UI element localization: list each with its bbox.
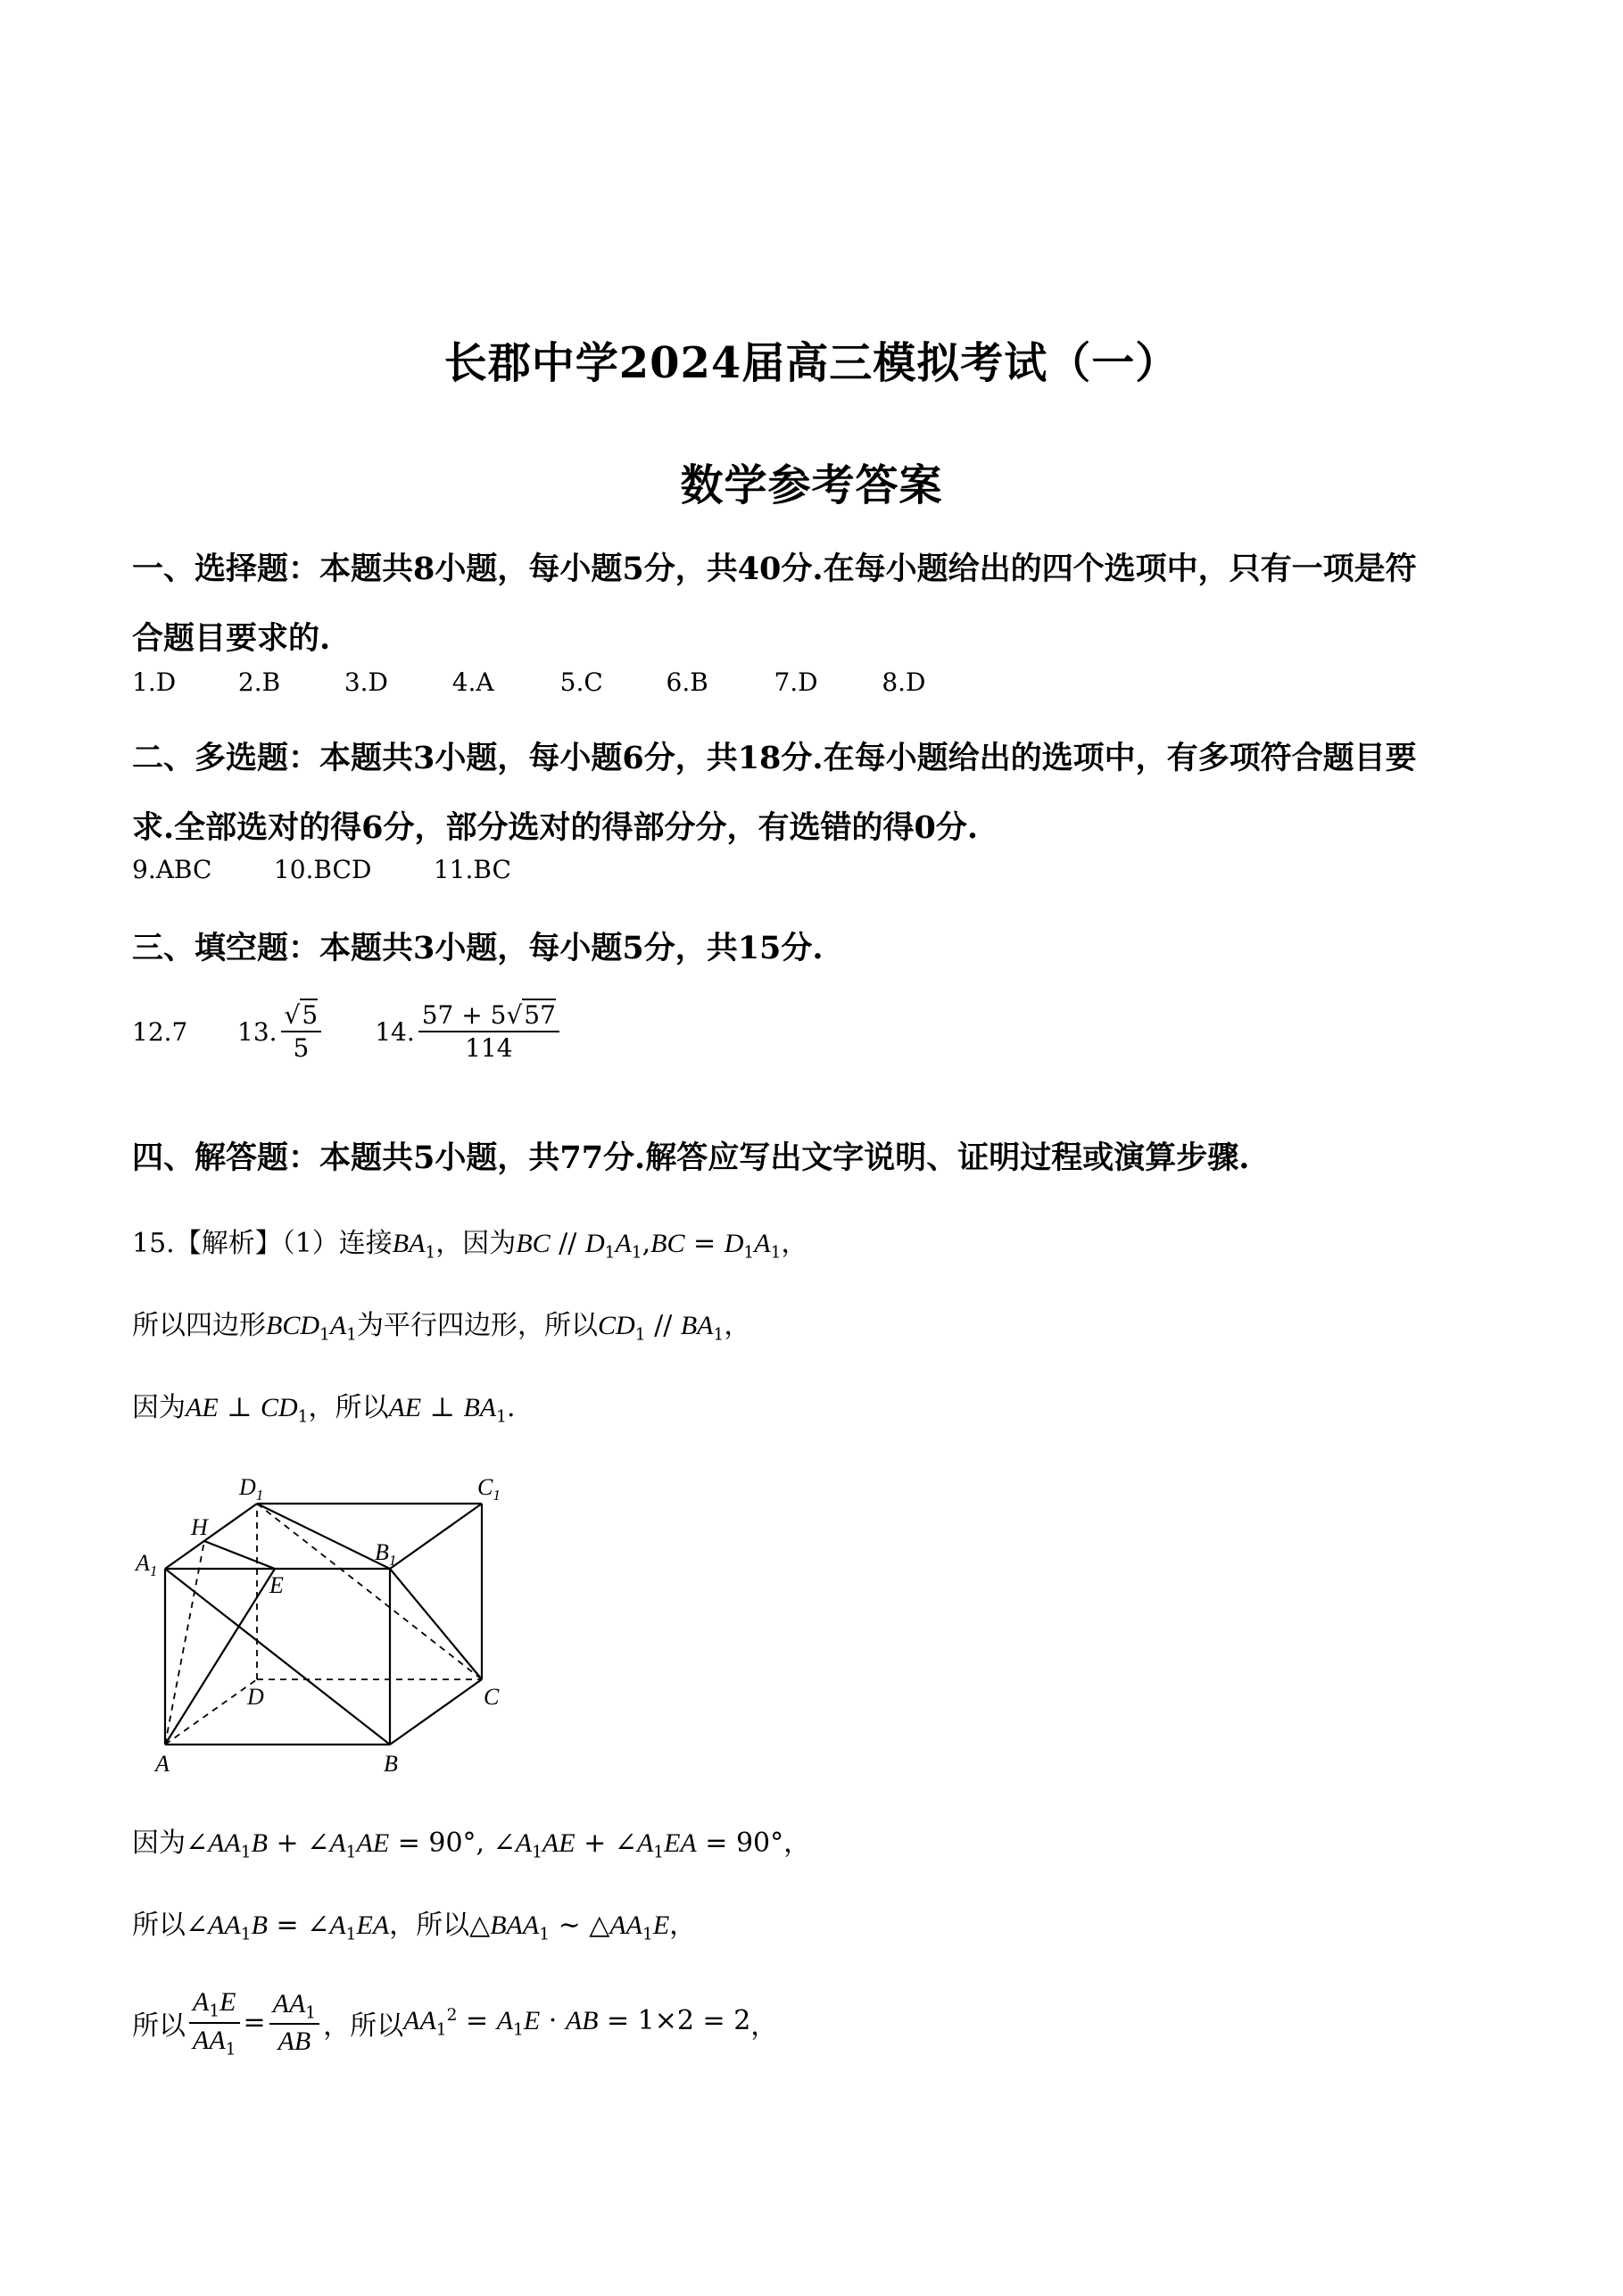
answer-14-fraction: $\frac{57 + 5√57}{114}$	[418, 999, 559, 1064]
answer-11: 11.BC	[433, 855, 511, 884]
edge-b-c	[390, 1679, 482, 1745]
q15-line5: 所以$\angle AA_1B$ = $\angle A_1EA$，所以$\triangle BAA_1$ ∼ $\triangle AA_1E$，	[132, 1910, 697, 1944]
hidden-a-d	[165, 1679, 257, 1745]
therefore-word: 所以	[350, 2010, 404, 2042]
edge-d1-b1	[257, 1504, 390, 1569]
comma: ，	[750, 2010, 778, 2042]
label-d: D	[247, 1684, 264, 1710]
comma: ，	[783, 1828, 811, 1859]
answer-14-denominator: 114	[465, 1033, 513, 1063]
label-c: C	[484, 1684, 500, 1710]
answer-2: 2.B	[237, 667, 281, 697]
label-c1: $C_1$	[477, 1474, 501, 1504]
because-word: 因为	[132, 1392, 186, 1423]
answer-6: 6.B	[666, 667, 708, 697]
label-b: B	[384, 1751, 398, 1777]
comma: ，	[724, 1310, 751, 1341]
section2-heading-line2: 求.全部选对的得6分，部分选对的得部分分，有选错的得0分.	[132, 809, 979, 846]
line2-mid: 为平行四边形，所以	[357, 1310, 599, 1341]
answer-14-numerator-a: 57 + 5	[421, 1000, 507, 1030]
answer-13-denominator: 5	[293, 1033, 310, 1063]
answer-7: 7.D	[774, 667, 818, 697]
therefore-word: 所以	[132, 2010, 186, 2042]
answer-4: 4.A	[451, 667, 494, 697]
section3-heading: 三、填空题：本题共3小题，每小题5分，共15分.	[132, 930, 824, 966]
because-word: 因为	[132, 1828, 186, 1859]
page-subtitle: 数学参考答案	[680, 460, 943, 510]
q15-line6: 所以 $\frac{A_1E}{AA_1}$ = $\frac{AA_1}{AB}$ ， 所以 $AA_1^2 = A_1E$ · AB = 1×2 = 2 ，	[132, 1987, 778, 2060]
edge-b1-c	[390, 1569, 482, 1679]
section2-answers	[132, 855, 511, 884]
section1-heading-line1: 一、选择题：本题共8小题，每小题5分，共40分.在每小题给出的四个选项中，只有一项是符	[132, 551, 1417, 587]
answer-14-label: 14.	[375, 1016, 415, 1047]
q15-line1: 15.【解析】（1）连接$BA_1$，因为BC // $D_1A_1,BC = D_1A_1$，	[132, 1228, 808, 1263]
edge-a1-d1	[165, 1504, 257, 1569]
therefore-word: 所以	[132, 1910, 186, 1941]
page-title: 长郡中学2024届高三模拟考试（一）	[443, 338, 1180, 388]
section2-heading-line1: 二、多选题：本题共3小题，每小题6分，共18分.在每小题给出的选项中，有多项符合题目要	[132, 740, 1417, 776]
section1-answers	[132, 667, 926, 697]
therefore-word: 所以	[416, 1910, 470, 1941]
q15-line2: 所以四边形$BCD_1A_1$为平行四边形，所以$CD_1 // BA_1$，	[132, 1310, 751, 1345]
q15-line3: 因为AE ⊥ $CD_1$，所以AE ⊥ $BA_1$.	[132, 1392, 516, 1427]
label-h: H	[191, 1514, 208, 1540]
answer-3: 3.D	[344, 667, 388, 697]
answer-14-numerator-b: 57	[524, 1000, 556, 1030]
section3-answers	[132, 999, 563, 1064]
label-e: E	[269, 1572, 284, 1598]
geometry-figure	[125, 1463, 518, 1785]
comma: ，	[435, 1228, 463, 1259]
label-d1: $D_1$	[239, 1474, 264, 1504]
answer-5: 5.C	[559, 667, 603, 697]
comma: ，	[323, 2010, 351, 2042]
edge-h-e	[204, 1541, 275, 1569]
edge-a-e	[165, 1569, 275, 1745]
answer-13-label: 13.	[237, 1016, 277, 1047]
answer-12: 12.7	[132, 1016, 188, 1047]
hidden-d1-c	[257, 1504, 482, 1679]
edge-b1-c1	[390, 1504, 482, 1569]
answer-10: 10.BCD	[273, 855, 372, 884]
ratio-left: $\frac{A_1E}{AA_1}$	[189, 1985, 240, 2060]
answer-1: 1.D	[132, 667, 177, 697]
q15-label: 15.【解析】（1）连接	[132, 1228, 393, 1259]
q15-line4: 因为$\angle AA_1B$ + $\angle A_1AE = 90^\circ$, $\angle A_1AE$ + $\angle A_1EA = 90^\circ$，	[132, 1828, 811, 1862]
comma: ，	[389, 1910, 417, 1941]
answer-8: 8.D	[882, 667, 926, 697]
line2-prefix: 所以四边形	[132, 1310, 266, 1341]
comma: ，	[669, 1910, 697, 1941]
label-a1: $A_1$	[136, 1550, 158, 1579]
answer-13-fraction: $\frac{√5}{5}$	[281, 999, 322, 1064]
comma: ，	[781, 1228, 808, 1259]
section1-heading-line2: 合题目要求的.	[132, 620, 331, 657]
comma: ，	[308, 1392, 335, 1423]
answer-9: 9.ABC	[132, 855, 212, 884]
section4-heading: 四、解答题：本题共5小题，共77分.解答应写出文字说明、证明过程或演算步骤.	[132, 1140, 1250, 1176]
label-b1: $B_1$	[375, 1539, 397, 1569]
therefore-word: 所以	[335, 1392, 389, 1423]
answer-13-numerator: 5	[302, 1000, 319, 1030]
label-a: A	[155, 1751, 170, 1777]
ratio-right: $\frac{AA_1}{AB}$	[269, 1987, 320, 2059]
because-word: 因为	[462, 1228, 517, 1259]
period: .	[506, 1392, 516, 1423]
